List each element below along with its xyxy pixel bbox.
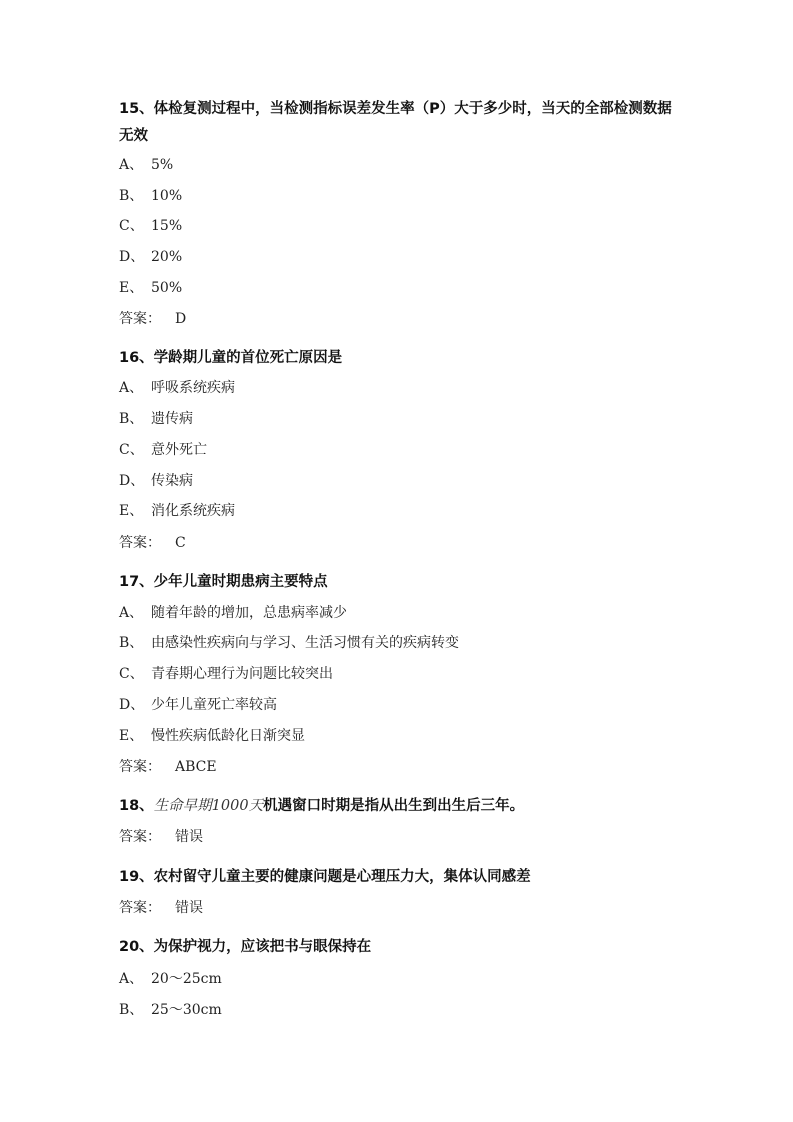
question-title: 20、为保护视力，应该把书与眼保持在 xyxy=(119,939,372,955)
option-text: 由感染性疾病向与学习、生活习惯有关的疾病转变 xyxy=(151,635,459,651)
answer-label: 答案： xyxy=(119,900,161,916)
answer-label: 答案： xyxy=(119,535,161,551)
answer-line xyxy=(119,827,203,847)
option-b xyxy=(119,633,459,653)
answer-value: D xyxy=(175,311,187,327)
option-letter: D、 xyxy=(119,249,145,265)
question-text: 机遇窗口时期是指从出生到出生后三年。 xyxy=(263,798,525,814)
answer-value: 错误 xyxy=(175,900,203,916)
option-e xyxy=(119,726,305,746)
option-letter: A、 xyxy=(119,380,144,396)
option-text: 呼吸系统疾病 xyxy=(151,380,235,396)
option-text: 消化系统疾病 xyxy=(151,503,235,519)
answer-value: C xyxy=(175,535,186,551)
option-text: 10% xyxy=(151,188,183,204)
option-b xyxy=(119,409,193,429)
option-e xyxy=(119,501,235,521)
option-text: 意外死亡 xyxy=(151,442,207,458)
option-letter: C、 xyxy=(119,218,144,234)
option-letter: B、 xyxy=(119,411,144,427)
option-letter: D、 xyxy=(119,473,145,489)
option-text: 25～30cm xyxy=(151,1002,222,1018)
question-title xyxy=(119,793,679,820)
option-letter: A、 xyxy=(119,605,144,621)
option-letter: E、 xyxy=(119,503,144,519)
option-letter: B、 xyxy=(119,635,144,651)
option-c xyxy=(119,216,182,236)
answer-line xyxy=(119,898,203,918)
option-text: 15% xyxy=(151,218,183,234)
option-text: 20% xyxy=(151,249,183,265)
option-letter: C、 xyxy=(119,666,144,682)
option-text: 少年儿童死亡率较高 xyxy=(151,697,277,713)
option-letter: E、 xyxy=(119,280,144,296)
option-e xyxy=(119,278,182,298)
answer-value: ABCE xyxy=(175,759,217,775)
option-text: 遗传病 xyxy=(151,411,193,427)
option-text: 传染病 xyxy=(151,473,193,489)
option-letter: A、 xyxy=(119,157,144,173)
option-d xyxy=(119,695,277,715)
answer-line xyxy=(119,533,186,553)
option-c xyxy=(119,664,333,684)
answer-value: 错误 xyxy=(175,829,203,845)
option-letter: B、 xyxy=(119,1002,144,1018)
option-d xyxy=(119,471,193,491)
option-text: 慢性疾病低龄化日渐突显 xyxy=(151,728,305,744)
option-letter: E、 xyxy=(119,728,144,744)
answer-line xyxy=(119,757,217,777)
option-a xyxy=(119,155,173,175)
answer-label: 答案： xyxy=(119,311,161,327)
option-d xyxy=(119,247,182,267)
question-number: 18、 xyxy=(119,798,154,814)
option-text: 20～25cm xyxy=(151,971,222,987)
option-text: 50% xyxy=(151,280,183,296)
question-title: 16、学龄期儿童的首位死亡原因是 xyxy=(119,350,343,366)
question-italic-text: 生命早期1000天 xyxy=(153,798,264,814)
option-c xyxy=(119,440,207,460)
option-b xyxy=(119,186,182,206)
option-text: 随着年龄的增加，总患病率减少 xyxy=(151,605,347,621)
option-text: 5% xyxy=(151,157,174,173)
question-title: 17、少年儿童时期患病主要特点 xyxy=(119,574,328,590)
option-letter: D、 xyxy=(119,697,145,713)
option-letter: C、 xyxy=(119,442,144,458)
option-letter: A、 xyxy=(119,971,144,987)
option-text: 青春期心理行为问题比较突出 xyxy=(151,666,333,682)
answer-label: 答案： xyxy=(119,829,161,845)
answer-label: 答案： xyxy=(119,759,161,775)
option-letter: B、 xyxy=(119,188,144,204)
option-a xyxy=(119,378,235,398)
option-a xyxy=(119,969,222,989)
answer-line xyxy=(119,309,186,329)
question-title: 19、农村留守儿童主要的健康问题是心理压力大，集体认同感差 xyxy=(119,869,531,885)
question-title: 15、体检复测过程中，当检测指标误差发生率（P）大于多少时，当天的全部检测数据无效 xyxy=(119,101,672,144)
option-a xyxy=(119,603,347,623)
option-b xyxy=(119,1000,222,1020)
